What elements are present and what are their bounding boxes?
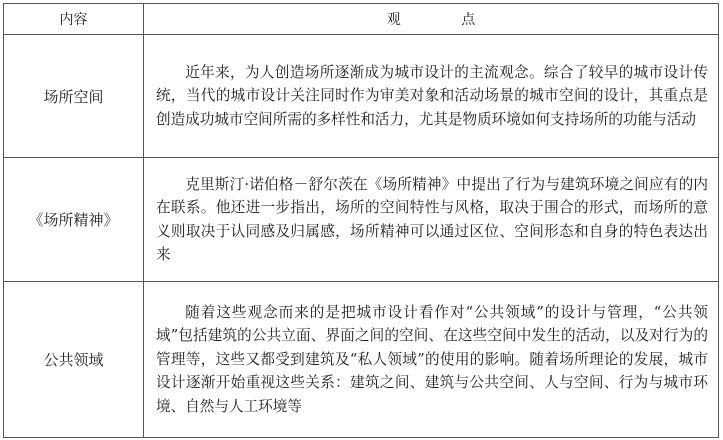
row-topic: 公共领域 (43, 351, 104, 369)
row-topic-cell (4, 158, 144, 282)
header-topic (4, 4, 144, 35)
table-row (4, 35, 719, 158)
table-header-row (4, 4, 719, 35)
header-view-label: 观 点 (386, 12, 504, 28)
header-view (144, 4, 719, 35)
row-topic-cell (4, 35, 144, 158)
content-table (3, 3, 719, 438)
row-topic-cell (4, 282, 144, 438)
header-topic-label: 内容 (59, 12, 88, 28)
row-view-cell (144, 282, 719, 438)
row-view-cell (144, 35, 719, 158)
row-view-text: 随着这些观念而来的是把城市设计看作对“公共领域”的设计与管理，“公共领域”包括建筑的公共立面、界面之间的空间、在这些空间中发生的活动，以及对行为的管理等，这些又都受到建筑及“私人领域”的使用的影响。随着场所理论的发展，城市设计逐渐开始重视这些关系：建筑之间、建筑与公共空间、人与空间、行为与城市环境、自然与人工环境等 (156, 303, 708, 415)
table-row (4, 282, 719, 438)
row-view-text: 近年来，为人创造场所逐渐成为城市设计的主流观念。综合了较早的城市设计传统，当代的城市设计关注同时作为审美对象和活动场景的城市空间的设计，其重点是创造成功城市空间所需的多样性和活力，尤其是物质环境如何支持场所的功能与活动 (156, 63, 708, 128)
row-topic: 场所空间 (43, 87, 104, 106)
row-view-cell (144, 158, 719, 282)
row-topic: 《场所精神》 (28, 211, 119, 229)
row-view-text: 克里斯汀·诺伯格－舒尔茨在《场所精神》中提出了行为与建筑环境之间应有的内在联系。他还进一步指出，场所的空间特性与风格，取决于围合的形式，而场所的意义则取决于认同感及归属感，场所精神可以通过区位、空间形态和自身的特色表达出来 (156, 175, 708, 263)
table-row (4, 158, 719, 282)
